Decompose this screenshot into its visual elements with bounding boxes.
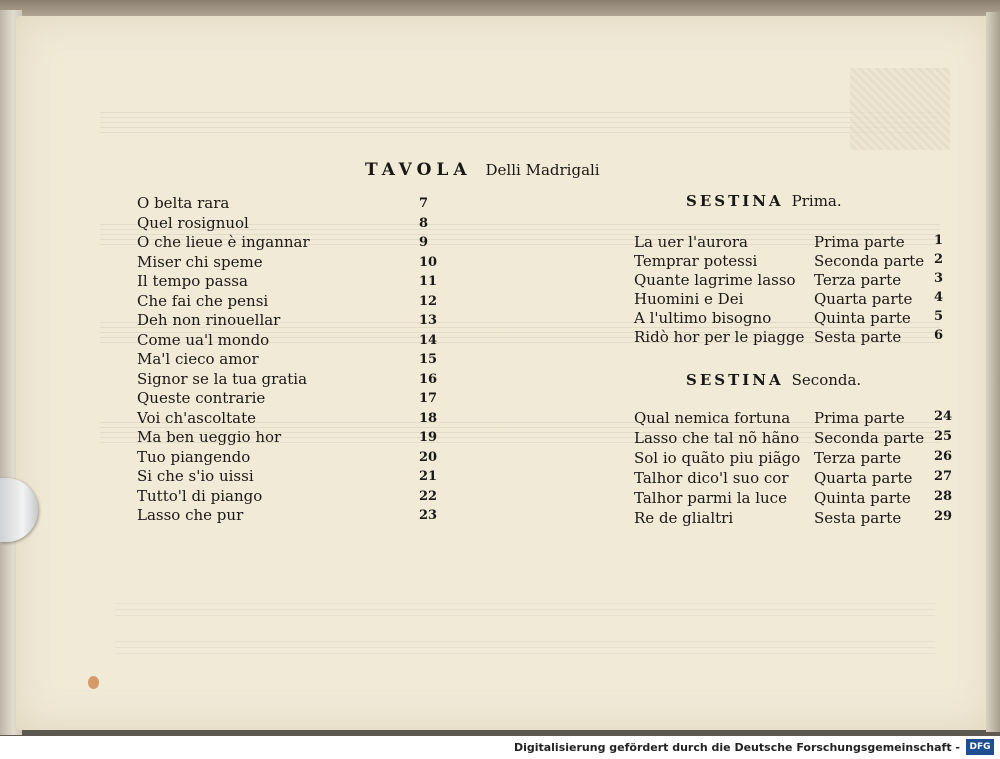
list-item [137,467,447,486]
row-title: Talhor parmi la luce [634,489,787,507]
dfg-logo-icon[interactable]: DFG [966,739,994,755]
item-number: 15 [419,352,438,367]
list-item [137,506,447,525]
row-part: Terza parte [814,449,902,467]
row-part: Prima parte [814,233,905,251]
sestina-caps: SESTINA [686,371,784,389]
title-rest: Delli Madrigali [485,161,600,179]
sestina-row [634,449,954,468]
list-item [137,311,447,330]
title-caps: TAVOLA [365,160,472,180]
item-title: Deh non rinouellar [137,311,281,329]
list-item [137,214,447,233]
sestina-label: Prima. [791,192,842,210]
row-number: 4 [934,290,944,305]
item-number: 19 [419,430,438,445]
item-number: 13 [419,313,438,328]
item-title: Voi ch'ascoltate [137,408,256,427]
item-title: O che lieue è ingannar [137,233,310,251]
item-number: 20 [419,449,438,465]
item-number: 22 [419,488,438,504]
list-item [137,253,447,272]
item-number: 7 [419,196,429,211]
row-number: 3 [934,271,944,286]
sestina-row [634,290,954,309]
row-title: Quante lagrime lasso [634,271,796,289]
bleed-through-staff [100,108,940,136]
row-title: Ridò hor per le piagge [634,328,805,346]
sestina-label: Seconda. [791,371,862,389]
row-title: Qual nemica fortuna [634,409,791,427]
sestina-row [634,489,954,508]
item-title: Che fai che pensi [137,291,269,310]
sestina-seconda-heading [686,371,861,389]
row-title: Sol io quãto piu piãgo [634,449,801,467]
row-part: Quarta parte [814,469,913,487]
row-title: Re de glialtri [634,509,734,527]
item-title: Lasso che pur [137,506,244,524]
row-number: 26 [934,449,953,464]
list-item [137,292,447,311]
list-item [137,331,447,350]
row-number: 28 [934,489,953,504]
sestina-row [634,409,954,428]
item-number: 14 [419,332,438,348]
row-part: Quarta parte [814,290,913,308]
bleed-through-staff [115,598,935,616]
row-part: Terza parte [814,271,902,289]
list-item [137,389,447,408]
sestina-row [634,233,954,252]
item-number: 21 [419,469,438,484]
item-title: Queste contrarie [137,389,266,407]
row-title: Lasso che tal nõ hãno [634,429,800,447]
row-title: A l'ultimo bisogno [634,309,772,327]
item-title: Quel rosignuol [137,213,249,232]
row-number: 2 [934,252,944,267]
item-number: 16 [419,371,438,387]
row-title: Huomini e Dei [634,290,744,308]
row-part: Prima parte [814,409,905,427]
sestina-prima-heading [686,192,842,210]
row-number: 27 [934,469,953,484]
item-title: Come ua'l mondo [137,330,270,349]
sestina-row [634,469,954,488]
item-number: 12 [419,293,438,309]
list-item [137,350,447,369]
row-part: Sesta parte [814,509,902,527]
row-title: La uer l'aurora [634,233,748,251]
item-number: 23 [419,508,438,523]
item-title: Il tempo passa [137,272,248,290]
row-number: 24 [934,409,953,424]
sestina-caps: SESTINA [686,192,784,210]
item-number: 9 [419,235,429,250]
item-title: Ma'l cieco amor [137,350,259,368]
sestina-row [634,509,954,528]
list-item [137,409,447,428]
item-title: Miser chi speme [137,252,263,271]
page-stain [88,676,99,689]
item-title: Tuo piangendo [137,447,251,466]
sestina-row [634,309,954,328]
list-item [137,487,447,506]
footer-bar [0,736,1000,759]
page-right-edge [986,12,1000,732]
row-title: Talhor dico'l suo cor [634,469,789,487]
row-part: Sesta parte [814,328,902,346]
row-part: Seconda parte [814,429,925,447]
item-number: 18 [419,410,438,426]
list-item [137,428,447,447]
item-title: Si che s'io uissi [137,467,254,485]
bleed-through-staff [115,636,935,654]
item-title: Ma ben ueggio hor [137,428,282,446]
list-item [137,448,447,467]
item-title: Signor se la tua gratia [137,369,308,388]
row-number: 25 [934,429,953,444]
list-item [137,272,447,291]
item-number: 8 [419,215,429,231]
sestina-row [634,271,954,290]
funding-notice: Digitalisierung gefördert durch die Deutsche Forschungsgemeinschaft - [513,741,960,754]
item-number: 11 [419,274,438,289]
item-title: Tutto'l di piango [137,486,263,505]
row-part: Quinta parte [814,489,911,507]
list-item [137,370,447,389]
item-number: 17 [419,391,438,406]
item-number: 10 [419,254,438,270]
row-part: Quinta parte [814,309,911,327]
row-part: Seconda parte [814,252,925,270]
list-item [137,233,447,252]
item-title: O belta rara [137,194,230,212]
bleed-through-initial [850,68,950,150]
row-number: 1 [934,233,944,248]
list-item [137,194,447,213]
sestina-row [634,328,954,347]
row-title: Temprar potessi [634,252,758,270]
sestina-row [634,429,954,448]
page-title [365,160,600,180]
row-number: 5 [934,309,944,324]
row-number: 29 [934,509,953,524]
sestina-row [634,252,954,271]
row-number: 6 [934,328,944,343]
